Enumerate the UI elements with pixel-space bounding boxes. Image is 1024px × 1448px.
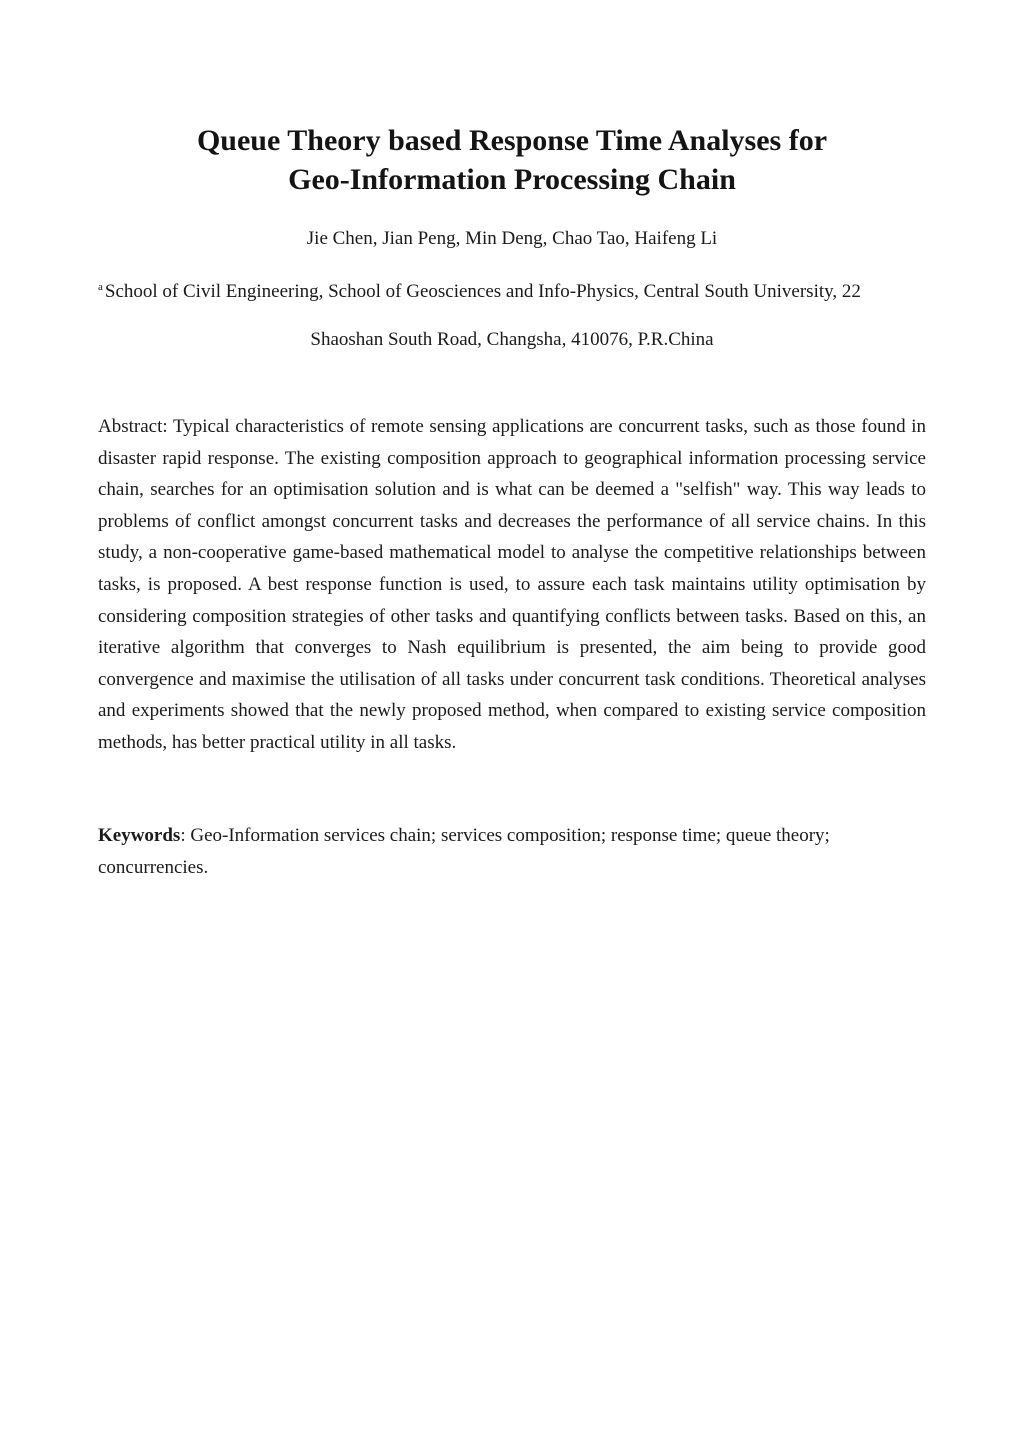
- affiliation-line-1: [98, 275, 926, 304]
- title-line-2: Geo-Information Processing Chain: [288, 163, 736, 196]
- affiliation-text-1: School of Civil Engineering, School of Geosciences and Info-Physics, Central South University, 22: [104, 281, 861, 302]
- affiliation-marker: a: [98, 281, 103, 293]
- keywords-label: Keywords: [98, 825, 181, 846]
- title-line-1: Queue Theory based Response Time Analyses for: [196, 124, 828, 157]
- keywords: [98, 820, 926, 883]
- author-list: Jie Chen, Jian Peng, Min Deng, Chao Tao, Haifeng Li: [306, 228, 718, 249]
- paper-title: [98, 121, 926, 199]
- affiliation-line-2: Shaoshan South Road, Changsha, 410076, P.R.China: [310, 329, 714, 350]
- keywords-text: : Geo-Information services chain; services composition; response time; queue theory; concurrencies.: [98, 825, 830, 878]
- abstract: Abstract: Typical characteristics of remote sensing applications are concurrent tasks, such as those found in disaster rapid response. The existing composition approach to geographical information processing service chain, searches for an optimisation solution and is what can be deemed a "selfish" way. This way leads to problems of conflict amongst concurrent tasks and decreases the performance of all service chains. In this study, a non-cooperative game-based mathematical model to analyse the competitive relationships between tasks, is proposed. A best response function is used, to assure each task maintains utility optimisation by considering composition strategies of other tasks and quantifying conflicts between tasks. Based on this, an iterative algorithm that converges to Nash equilibrium is presented, the aim being to provide good convergence and maximise the utilisation of all tasks under concurrent task conditions. Theoretical analyses and experiments showed that the newly proposed method, when compared to existing service composition methods, has better practical utility in all tasks.: [98, 416, 926, 753]
- affiliation: [98, 275, 926, 352]
